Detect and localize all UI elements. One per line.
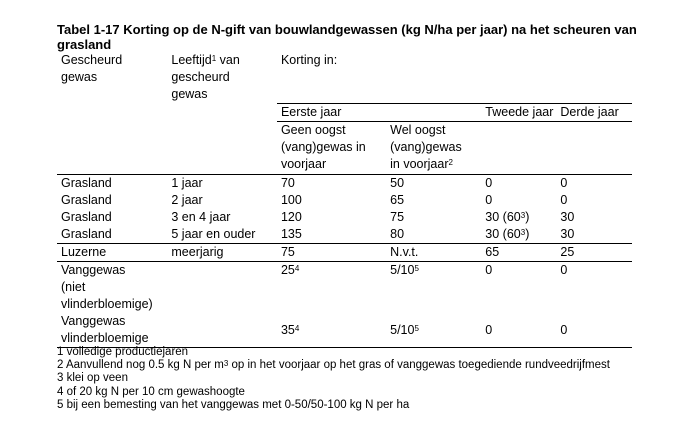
cell-derde: 0	[560, 193, 568, 207]
cell-geen	[277, 209, 386, 226]
cell-wel	[386, 209, 481, 226]
header-leeftijd	[167, 52, 277, 175]
cell-tweede	[481, 192, 556, 209]
cell-tweede-sup: 3	[520, 211, 526, 220]
wel-oogst-sup: 2	[448, 158, 453, 167]
header-tweede-jaar: Tweede jaar	[485, 105, 554, 119]
cell-geen	[277, 192, 386, 209]
footnote-2-b: op in het voorjaar op het gras of vanggewas toegediende rundveedrijfmest	[228, 359, 610, 372]
cell-wel	[386, 313, 481, 348]
cell-leeftijd: 1 jaar	[171, 176, 203, 190]
header-gescheurd-gewas	[57, 52, 167, 175]
table-title: Tabel 1-17 Korting op de N-gift van bouwlandgewassen (kg N/ha per jaar) na het scheuren van grasland	[57, 22, 637, 52]
cell-wel-value: 5/10	[390, 322, 415, 337]
cell-derde: 25	[560, 245, 575, 259]
leeftijd-label: Leeftijd	[171, 53, 212, 67]
cell-geen-sup: 4	[294, 264, 300, 273]
cell-geen-value: 75	[280, 245, 295, 259]
table-row	[57, 244, 632, 262]
cell-derde: 30	[560, 210, 575, 224]
cell-gewas: Grasland	[61, 227, 112, 241]
header-row-1	[57, 52, 632, 104]
cell-wel	[386, 262, 481, 314]
cell-gewas-text: Vanggewas (niet vlinderbloemige)	[61, 263, 153, 311]
cell-tweede-sup: 3	[520, 228, 526, 237]
cell-wel-sup: 5	[414, 323, 419, 333]
cell-tweede-value: 0	[485, 176, 493, 190]
footnote-5: 5 bij een bemesting van het vanggewas met 0-50/50-100 kg N per ha	[57, 398, 410, 411]
cell-leeftijd: 2 jaar	[171, 193, 203, 207]
cell-gewas: Grasland	[61, 176, 112, 190]
cell-wel-value: 80	[390, 227, 405, 241]
cell-tweede	[481, 313, 556, 348]
cell-wel-value: N.v.t.	[390, 245, 419, 259]
header-korting: Korting in:	[280, 53, 338, 67]
table-row	[57, 226, 632, 244]
cell-wel-sup: 5	[414, 264, 419, 273]
header-geen-oogst	[277, 122, 386, 175]
footnote-4: 4 of 20 kg N per 10 cm gewashoogte	[57, 385, 245, 398]
footnote-2-sup: 3	[223, 359, 229, 369]
cell-wel-value: 75	[390, 210, 405, 224]
cell-tweede-value: 30 (60	[485, 210, 521, 224]
cell-geen	[277, 262, 386, 314]
cell-wel-value: 5/10	[390, 263, 415, 277]
table-row	[57, 313, 632, 348]
header-wel-oogst	[386, 122, 481, 175]
table-row	[57, 209, 632, 226]
cell-tweede	[481, 209, 556, 226]
cell-geen-value: 120	[280, 210, 302, 224]
cell-tweede-value: 0	[485, 322, 493, 337]
wel-oogst-label: Wel oogst (vang)gewas in voorjaar	[390, 123, 462, 171]
cell-geen-sup: 4	[294, 323, 300, 333]
cell-wel	[386, 244, 481, 262]
cell-wel	[386, 192, 481, 209]
header-empty-1	[481, 122, 556, 175]
header-empty-2	[556, 122, 632, 175]
cell-tweede-end: )	[525, 227, 530, 241]
cell-gewas: Grasland	[61, 193, 112, 207]
cell-tweede-value: 30 (60	[485, 227, 521, 241]
cell-leeftijd: meerjarig	[171, 245, 224, 259]
leeftijd-label-rest: van gescheurd gewas	[171, 53, 240, 101]
cell-gewas	[57, 313, 167, 348]
cell-geen-value: 35	[280, 322, 295, 337]
cell-tweede-value: 0	[485, 263, 493, 277]
cell-geen	[277, 313, 386, 348]
header-gescheurd-gewas-text: Gescheurd gewas	[61, 53, 123, 84]
cell-tweede	[481, 244, 556, 262]
footnote-3: 3 klei op veen	[57, 372, 128, 385]
cell-leeftijd	[167, 262, 277, 314]
cell-wel-value: 65	[390, 193, 405, 207]
cell-derde: 30	[560, 227, 575, 241]
cell-wel-value: 50	[390, 176, 405, 190]
cell-gewas	[57, 262, 167, 314]
footnote-2	[57, 359, 610, 372]
cell-tweede-value: 0	[485, 193, 493, 207]
cell-wel	[386, 175, 481, 193]
cell-geen	[277, 244, 386, 262]
cell-wel	[386, 226, 481, 244]
leeftijd-sup: 1	[211, 54, 217, 63]
header-geen-oogst-text: Geen oogst (vang)gewas in voorjaar	[280, 123, 366, 171]
cell-tweede	[481, 262, 556, 314]
cell-gewas: Luzerne	[61, 245, 107, 259]
cell-derde: 0	[560, 263, 568, 277]
footnote-1: 1 volledige productiejaren	[57, 346, 189, 358]
cell-derde: 0	[560, 176, 568, 190]
header-wel-oogst-text	[390, 122, 474, 173]
cell-tweede	[481, 175, 556, 193]
table-row	[57, 175, 632, 193]
header-eerste-jaar: Eerste jaar	[280, 105, 342, 119]
header-leeftijd-text	[171, 52, 267, 103]
cell-geen	[277, 226, 386, 244]
cell-derde: 0	[560, 322, 568, 337]
table-row	[57, 192, 632, 209]
cell-geen-value: 25	[280, 263, 295, 277]
korting-table	[57, 52, 632, 348]
cell-geen	[277, 175, 386, 193]
footnote-2-a: 2 Aanvullend nog 0.5 kg N per m	[57, 359, 224, 372]
cell-leeftijd: 5 jaar en ouder	[171, 227, 256, 241]
header-derde-jaar: Derde jaar	[560, 105, 619, 119]
cell-gewas-text: Vanggewas vlinderbloemige	[61, 314, 149, 345]
cell-gewas: Grasland	[61, 210, 112, 224]
footnotes	[57, 346, 610, 412]
cell-leeftijd: 3 en 4 jaar	[171, 210, 231, 224]
cell-leeftijd	[167, 313, 277, 348]
cell-tweede-value: 65	[485, 245, 500, 259]
cell-geen-value: 100	[280, 193, 302, 207]
cell-tweede-end: )	[525, 210, 530, 224]
cell-geen-value: 70	[280, 176, 295, 190]
cell-tweede	[481, 226, 556, 244]
cell-geen-value: 135	[280, 227, 302, 241]
table-row	[57, 262, 632, 314]
